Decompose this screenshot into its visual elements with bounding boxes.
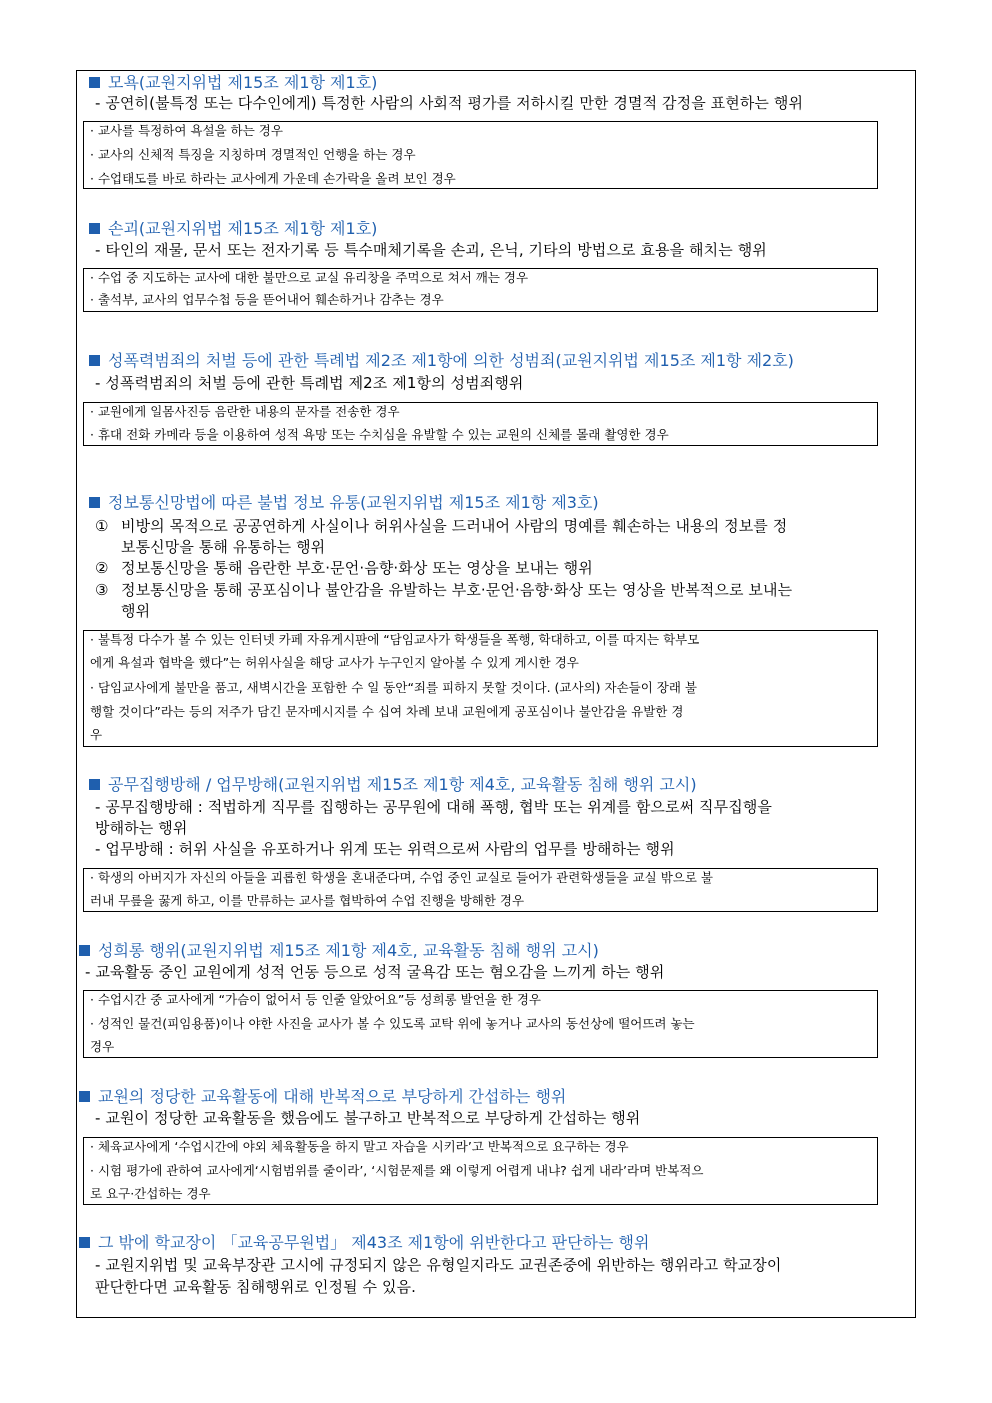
heading-text: 정보통신망법에 따른 불법 정보 유통(교원지위법 제15조 제1항 제3호) xyxy=(108,493,599,512)
example-box xyxy=(83,402,878,446)
example-line: · 성적인 물건(피임용품)이나 야한 사진을 교사가 볼 수 있도록 교탁 위에 놓거나 교사의 동선상에 떨어뜨려 놓는 xyxy=(90,1016,695,1031)
section-heading-interference xyxy=(79,1087,566,1107)
example-box xyxy=(83,990,878,1058)
example-box xyxy=(83,121,878,189)
square-bullet-icon xyxy=(79,1237,90,1248)
example-line: · 교사를 특정하여 욕설을 하는 경우 xyxy=(90,123,283,138)
example-line: · 교사의 신체적 특징을 지칭하며 경멸적인 언행을 하는 경우 xyxy=(90,147,416,162)
item-number: ② xyxy=(95,559,109,577)
example-box xyxy=(83,268,878,312)
description-line: 비방의 목적으로 공공연하게 사실이나 허위사실을 드러내어 사람의 명예를 훼손하는 내용의 정보를 정 xyxy=(121,517,788,535)
heading-text: 성희롱 행위(교원지위법 제15조 제1항 제4호, 교육활동 침해 행위 고시) xyxy=(98,941,599,960)
square-bullet-icon xyxy=(79,1091,90,1102)
square-bullet-icon xyxy=(89,779,100,790)
section-heading-illegal-info xyxy=(89,493,599,513)
section-heading-other xyxy=(79,1233,649,1253)
example-line: · 시험 평가에 관하여 교사에게‘시험범위를 줄이라’, ‘시험문제를 왜 이렇게 어렵게 내냐? 쉽게 내라’라며 반복적으 xyxy=(90,1163,704,1178)
section-heading-obstruction xyxy=(89,775,697,795)
item-number: ③ xyxy=(95,581,109,599)
example-box xyxy=(83,868,878,912)
square-bullet-icon xyxy=(89,497,100,508)
heading-text: 모욕(교원지위법 제15조 제1항 제1호) xyxy=(108,73,378,92)
example-line: · 수업 중 지도하는 교사에 대한 불만으로 교실 유리창을 주먹으로 쳐서 깨는 경우 xyxy=(90,270,529,285)
heading-text: 그 밖에 학교장이 「교육공무원법」 제43조 제1항에 위반한다고 판단하는 행위 xyxy=(98,1233,650,1252)
section-heading-damage xyxy=(89,219,377,239)
description-line: - 교원이 정당한 교육활동을 했음에도 불구하고 반복적으로 부당하게 간섭하는 행위 xyxy=(95,1109,641,1127)
example-line: 행할 것이다”라는 등의 저주가 담긴 문자메시지를 수 십여 차례 보내 교원에게 공포심이나 불안감을 유발한 경 xyxy=(90,704,684,719)
item-number: ① xyxy=(95,517,109,535)
description-line: 정보통신망을 통해 공포심이나 불안감을 유발하는 부호·문언·음향·화상 또는 영상을 반복적으로 보내는 xyxy=(121,581,793,599)
section-heading-sexual-crime xyxy=(89,351,794,371)
example-line: · 불특정 다수가 볼 수 있는 인터넷 카페 자유게시판에 “담임교사가 학생들을 폭행, 학대하고, 이를 따지는 학부모 xyxy=(90,632,700,647)
example-line: · 출석부, 교사의 업무수첩 등을 뜯어내어 훼손하거나 감추는 경우 xyxy=(90,292,444,307)
square-bullet-icon xyxy=(89,223,100,234)
example-line: · 학생의 아버지가 자신의 아들을 괴롭힌 학생을 혼내준다며, 수업 중인 교실로 들어가 관련학생들을 교실 밖으로 불 xyxy=(90,870,713,885)
description-line: 보통신망을 통해 유통하는 행위 xyxy=(121,538,326,556)
heading-text: 공무집행방해 / 업무방해(교원지위법 제15조 제1항 제4호, 교육활동 침해 행위 고시) xyxy=(108,775,697,794)
square-bullet-icon xyxy=(79,945,90,956)
example-box xyxy=(83,1137,878,1205)
example-box xyxy=(83,630,878,747)
description-line: 정보통신망을 통해 음란한 부호·문언·음향·화상 또는 영상을 보내는 행위 xyxy=(121,559,593,577)
example-line: 에게 욕설과 협박을 했다”는 허위사실을 해당 교사가 누구인지 알아볼 수 있게 게시한 경우 xyxy=(90,655,579,670)
heading-text: 손괴(교원지위법 제15조 제1항 제1호) xyxy=(108,219,378,238)
example-line: · 수업시간 중 교사에게 “가슴이 없어서 등 인줄 알았어요”등 성희롱 발언을 한 경우 xyxy=(90,992,542,1007)
square-bullet-icon xyxy=(89,355,100,366)
example-line: 우 xyxy=(90,727,103,742)
example-line: 러내 무릎을 꿇게 하고, 이를 만류하는 교사를 협박하여 수업 진행을 방해한 경우 xyxy=(90,893,525,908)
section-heading-harassment xyxy=(79,941,599,961)
description-line: - 공연히(불특정 또는 다수인에게) 특정한 사람의 사회적 평가를 저하시킬 만한 경멸적 감정을 표현하는 행위 xyxy=(95,94,804,112)
description-line: - 교원지위법 및 교육부장관 고시에 규정되지 않은 유형일지라도 교권존중에 위반하는 행위라고 학교장이 xyxy=(95,1256,782,1274)
example-line: 경우 xyxy=(90,1039,115,1054)
example-line: 로 요구·간섭하는 경우 xyxy=(90,1186,211,1201)
document-frame xyxy=(76,70,916,1318)
description-line: - 공무집행방해 : 적법하게 직무를 집행하는 공무원에 대해 폭행, 협박 또는 위계를 함으로써 직무집행을 xyxy=(95,798,773,816)
description-line: - 성폭력범죄의 처벌 등에 관한 특례법 제2조 제1항의 성범죄행위 xyxy=(95,374,524,392)
description-line: - 타인의 재물, 문서 또는 전자기록 등 특수매체기록을 손괴, 은닉, 기타의 방법으로 효용을 해치는 행위 xyxy=(95,241,767,259)
description-line: 행위 xyxy=(121,602,151,620)
example-line: · 교원에게 일몸사진등 음란한 내용의 문자를 전송한 경우 xyxy=(90,404,400,419)
heading-text: 성폭력범죄의 처벌 등에 관한 특례법 제2조 제1항에 의한 성범죄(교원지위법 제15조 제1항 제2호) xyxy=(108,351,794,370)
description-line: - 업무방해 : 허위 사실을 유포하거나 위계 또는 위력으로써 사람의 업무를 방해하는 행위 xyxy=(95,840,675,858)
heading-text: 교원의 정당한 교육활동에 대해 반복적으로 부당하게 간섭하는 행위 xyxy=(98,1087,567,1106)
example-line: · 체육교사에게 ‘수업시간에 야외 체육활동을 하지 말고 자습을 시키라’고 반복적으로 요구하는 경우 xyxy=(90,1139,629,1154)
square-bullet-icon xyxy=(89,77,100,88)
example-line: · 수업태도를 바로 하라는 교사에게 가운데 손가락을 올려 보인 경우 xyxy=(90,171,456,186)
description-line: 판단한다면 교육활동 침해행위로 인정될 수 있음. xyxy=(95,1278,417,1296)
description-line: - 교육활동 중인 교원에게 성적 언동 등으로 성적 굴욕감 또는 혐오감을 느끼게 하는 행위 xyxy=(85,963,665,981)
example-line: · 담임교사에게 불만을 품고, 새벽시간을 포함한 수 일 동안“죄를 피하지 못할 것이다. (교사의) 자손들이 장래 불 xyxy=(90,680,697,695)
example-line: · 휴대 전화 카메라 등을 이용하여 성적 욕망 또는 수치심을 유발할 수 있는 교원의 신체를 몰래 촬영한 경우 xyxy=(90,427,669,442)
section-heading-insult xyxy=(89,73,377,93)
description-line: 방해하는 행위 xyxy=(95,819,188,837)
